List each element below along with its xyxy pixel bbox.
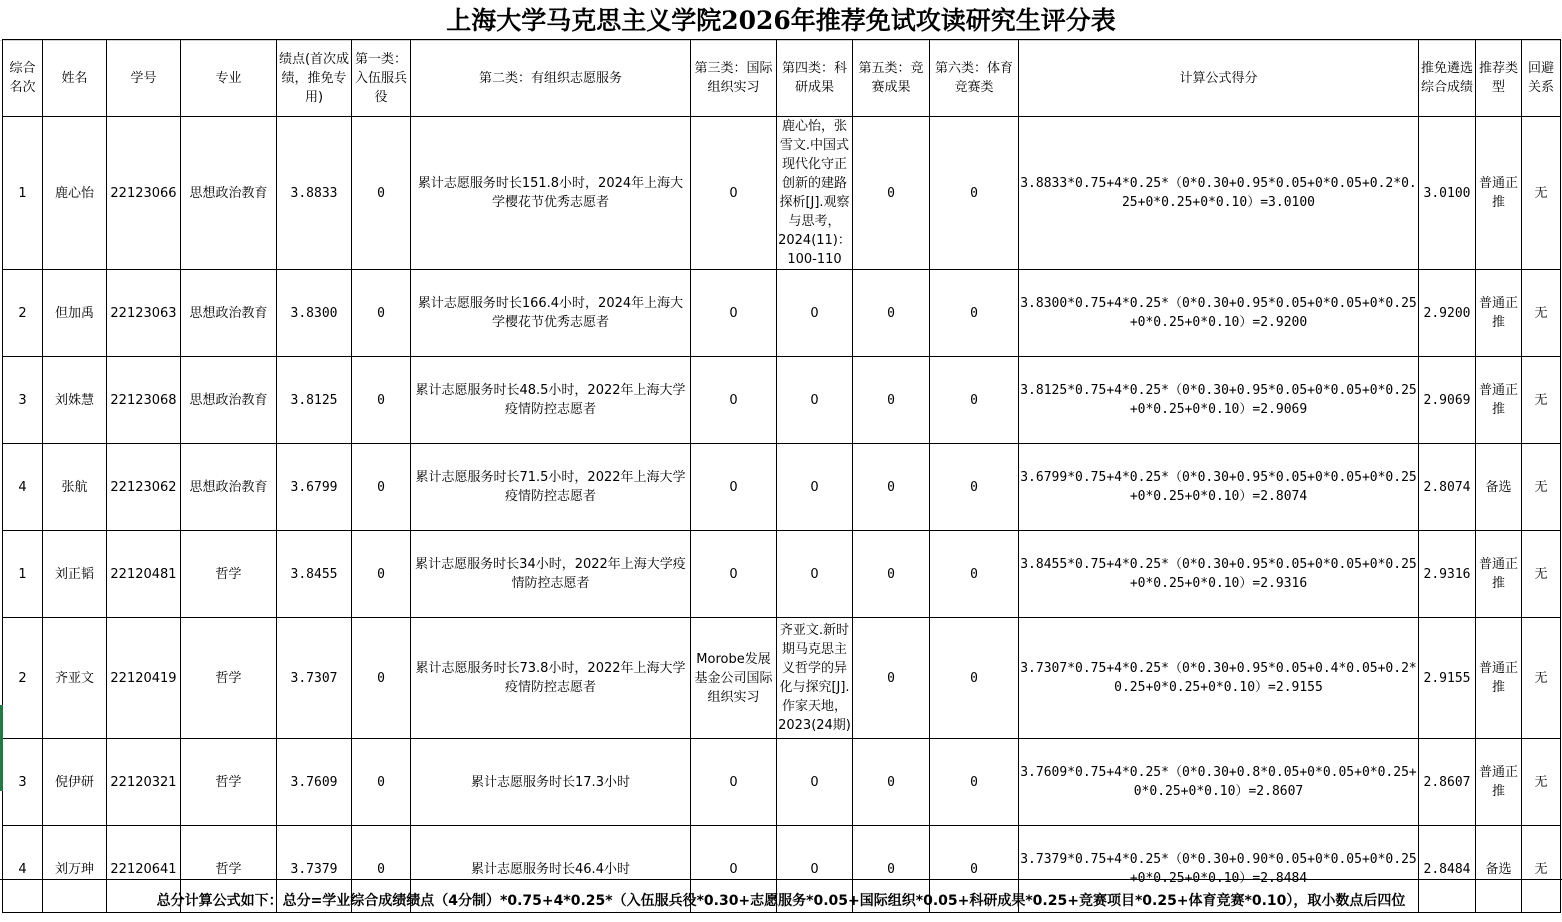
- cell-cat4[interactable]: 0: [777, 444, 853, 531]
- cell-cat1[interactable]: 0: [352, 826, 411, 913]
- cell-gpa[interactable]: 3.8125: [277, 357, 352, 444]
- cell-cat1[interactable]: 0: [352, 117, 411, 270]
- cell-gpa[interactable]: 3.8833: [277, 117, 352, 270]
- cell-type[interactable]: 普通正推: [1476, 618, 1522, 739]
- cell-major[interactable]: 思想政治教育: [181, 117, 277, 270]
- cell-avoid[interactable]: 无: [1522, 444, 1561, 531]
- cell-cat6[interactable]: 0: [930, 270, 1019, 357]
- cell-formula[interactable]: 3.8300*0.75+4*0.25*（0*0.30+0.95*0.05+0*0.05+0*0.25+0*0.25+0*0.10）=2.9200: [1019, 270, 1419, 357]
- cell-major[interactable]: 哲学: [181, 618, 277, 739]
- cell-cat2[interactable]: 累计志愿服务时长73.8小时，2022年上海大学疫情防控志愿者: [411, 618, 691, 739]
- header-cat6[interactable]: 第六类：体育竞赛类: [930, 40, 1019, 117]
- cell-cat2[interactable]: 累计志愿服务时长166.4小时，2024年上海大学樱花节优秀志愿者: [411, 270, 691, 357]
- cell-gpa[interactable]: 3.7379: [277, 826, 352, 913]
- cell-cat3[interactable]: 0: [691, 531, 777, 618]
- cell-cat4[interactable]: 0: [777, 826, 853, 913]
- cell-name[interactable]: 倪伊研: [43, 739, 107, 826]
- cell-rank[interactable]: 3: [3, 357, 43, 444]
- cell-cat2[interactable]: 累计志愿服务时长46.4小时: [411, 826, 691, 913]
- header-rank[interactable]: 综合名次: [3, 40, 43, 117]
- cell-type[interactable]: 普通正推: [1476, 531, 1522, 618]
- header-cat5[interactable]: 第五类：竞赛成果: [853, 40, 930, 117]
- cell-type[interactable]: 普通正推: [1476, 739, 1522, 826]
- cell-avoid[interactable]: 无: [1522, 117, 1561, 270]
- table-row: [3, 531, 1561, 618]
- header-major[interactable]: 专业: [181, 40, 277, 117]
- cell-score[interactable]: 3.0100: [1419, 117, 1476, 270]
- cell-name[interactable]: 刘万珅: [43, 826, 107, 913]
- cell-formula[interactable]: 3.7307*0.75+4*0.25*（0*0.30+0.95*0.05+0.4*0.05+0.2*0.25+0*0.25+0*0.10）=2.9155: [1019, 618, 1419, 739]
- cell-formula[interactable]: 3.7379*0.75+4*0.25*（0*0.30+0.90*0.05+0*0.05+0*0.25+0*0.25+0*0.10）=2.8484: [1019, 826, 1419, 913]
- header-avoid[interactable]: 回避关系: [1522, 40, 1561, 117]
- header-cat1[interactable]: 第一类：入伍服兵役: [352, 40, 411, 117]
- cell-avoid[interactable]: 无: [1522, 618, 1561, 739]
- cell-major[interactable]: 思想政治教育: [181, 444, 277, 531]
- header-row: [3, 40, 1561, 117]
- cell-formula[interactable]: 3.8455*0.75+4*0.25*（0*0.30+0.95*0.05+0*0.05+0*0.25+0*0.25+0*0.10）=2.9316: [1019, 531, 1419, 618]
- cell-avoid[interactable]: 无: [1522, 826, 1561, 913]
- cell-avoid[interactable]: 无: [1522, 531, 1561, 618]
- cell-student-id[interactable]: 22120419: [107, 618, 181, 739]
- cell-cat6[interactable]: 0: [930, 117, 1019, 270]
- cell-gpa[interactable]: 3.7307: [277, 618, 352, 739]
- cell-cat3[interactable]: 0: [691, 117, 777, 270]
- cell-student-id[interactable]: 22123062: [107, 444, 181, 531]
- cell-rank[interactable]: 1: [3, 117, 43, 270]
- cell-cat2[interactable]: 累计志愿服务时长48.5小时，2022年上海大学疫情防控志愿者: [411, 357, 691, 444]
- header-type[interactable]: 推荐类型: [1476, 40, 1522, 117]
- cell-student-id[interactable]: 22120481: [107, 531, 181, 618]
- cell-type[interactable]: 普通正推: [1476, 117, 1522, 270]
- table-row: [3, 618, 1561, 739]
- cell-rank[interactable]: 4: [3, 444, 43, 531]
- cell-score[interactable]: 2.9069: [1419, 357, 1476, 444]
- cell-score[interactable]: 2.8607: [1419, 739, 1476, 826]
- cell-score[interactable]: 2.9155: [1419, 618, 1476, 739]
- cell-formula[interactable]: 3.7609*0.75+4*0.25*（0*0.30+0.8*0.05+0*0.05+0*0.25+0*0.25+0*0.10）=2.8607: [1019, 739, 1419, 826]
- cell-formula[interactable]: 3.6799*0.75+4*0.25*（0*0.30+0.95*0.05+0*0.05+0*0.25+0*0.25+0*0.10）=2.8074: [1019, 444, 1419, 531]
- cell-cat5[interactable]: 0: [853, 444, 930, 531]
- cell-major[interactable]: 哲学: [181, 531, 277, 618]
- cell-score[interactable]: 2.9200: [1419, 270, 1476, 357]
- header-cat4[interactable]: 第四类：科研成果: [777, 40, 853, 117]
- cell-cat1[interactable]: 0: [352, 357, 411, 444]
- cell-cat1[interactable]: 0: [352, 270, 411, 357]
- table-row: [3, 270, 1561, 357]
- cell-cat5[interactable]: 0: [853, 270, 930, 357]
- cell-type[interactable]: 备选: [1476, 444, 1522, 531]
- cell-cat2[interactable]: 累计志愿服务时长34小时，2022年上海大学疫情防控志愿者: [411, 531, 691, 618]
- cell-student-id[interactable]: 22120321: [107, 739, 181, 826]
- cell-type[interactable]: 普通正推: [1476, 270, 1522, 357]
- cell-student-id[interactable]: 22123066: [107, 117, 181, 270]
- cell-formula[interactable]: 3.8833*0.75+4*0.25*（0*0.30+0.95*0.05+0*0.05+0.2*0.25+0*0.25+0*0.10）=3.0100: [1019, 117, 1419, 270]
- header-gpa[interactable]: 绩点(首次成绩，推免专用): [277, 40, 352, 117]
- cell-cat1[interactable]: 0: [352, 739, 411, 826]
- cell-score[interactable]: 2.8074: [1419, 444, 1476, 531]
- cell-avoid[interactable]: 无: [1522, 739, 1561, 826]
- cell-rank[interactable]: 2: [3, 270, 43, 357]
- cell-cat6[interactable]: 0: [930, 618, 1019, 739]
- cell-cat5[interactable]: 0: [853, 357, 930, 444]
- cell-cat5[interactable]: 0: [853, 117, 930, 270]
- cell-major[interactable]: 哲学: [181, 826, 277, 913]
- cell-cat1[interactable]: 0: [352, 618, 411, 739]
- sheet-title: 上海大学马克思主义学院2026年推荐免试攻读研究生评分表: [0, 0, 1562, 41]
- cell-cat6[interactable]: 0: [930, 739, 1019, 826]
- cell-cat4[interactable]: 鹿心怡，张雪文.中国式现代化守正创新的建路探析[J].观察与思考，2024(11)：100-110: [777, 117, 853, 270]
- cell-gpa[interactable]: 3.8300: [277, 270, 352, 357]
- cell-cat3[interactable]: 0: [691, 826, 777, 913]
- cell-cat6[interactable]: 0: [930, 357, 1019, 444]
- header-cat2[interactable]: 第二类：有组织志愿服务: [411, 40, 691, 117]
- cell-major[interactable]: 思想政治教育: [181, 270, 277, 357]
- cell-cat5[interactable]: 0: [853, 739, 930, 826]
- cell-name[interactable]: 齐亚文: [43, 618, 107, 739]
- cell-student-id[interactable]: 22123068: [107, 357, 181, 444]
- cell-type[interactable]: 备选: [1476, 826, 1522, 913]
- cell-cat3[interactable]: 0: [691, 444, 777, 531]
- score-table: [2, 39, 1561, 913]
- cell-cat3[interactable]: 0: [691, 357, 777, 444]
- cell-score[interactable]: 2.8484: [1419, 826, 1476, 913]
- header-cat3[interactable]: 第三类：国际组织实习: [691, 40, 777, 117]
- cell-name[interactable]: 刘姝慧: [43, 357, 107, 444]
- table-row: [3, 357, 1561, 444]
- cell-cat1[interactable]: 0: [352, 531, 411, 618]
- cell-name[interactable]: 鹿心怡: [43, 117, 107, 270]
- header-student-id[interactable]: 学号: [107, 40, 181, 117]
- cell-name[interactable]: 但加禹: [43, 270, 107, 357]
- cell-cat1[interactable]: 0: [352, 444, 411, 531]
- cell-formula[interactable]: 3.8125*0.75+4*0.25*（0*0.30+0.95*0.05+0*0.05+0*0.25+0*0.25+0*0.10）=2.9069: [1019, 357, 1419, 444]
- cell-cat4[interactable]: 0: [777, 270, 853, 357]
- cell-cat4[interactable]: 0: [777, 531, 853, 618]
- cell-avoid[interactable]: 无: [1522, 270, 1561, 357]
- cell-cat4[interactable]: 0: [777, 357, 853, 444]
- cell-major[interactable]: 思想政治教育: [181, 357, 277, 444]
- header-formula[interactable]: 计算公式得分: [1019, 40, 1419, 117]
- cell-name[interactable]: 张航: [43, 444, 107, 531]
- cell-cat5[interactable]: 0: [853, 826, 930, 913]
- cell-rank[interactable]: 2: [3, 618, 43, 739]
- cell-cat6[interactable]: 0: [930, 444, 1019, 531]
- table-row: [3, 117, 1561, 270]
- cell-name[interactable]: 刘正韬: [43, 531, 107, 618]
- header-score[interactable]: 推免遴选综合成绩: [1419, 40, 1476, 117]
- formula-footer: 总分计算公式如下：总分=学业综合成绩绩点（4分制）*0.75+4*0.25*（入伍服兵役*0.30+志愿服务*0.05+国际组织*0.05+科研成果*0.25+竞赛项目*0.25+体育竞赛*0.10），取小数点后四位: [0, 879, 1562, 922]
- table-row: [3, 444, 1561, 531]
- table-row: [3, 739, 1561, 826]
- cell-cat3[interactable]: 0: [691, 270, 777, 357]
- cell-gpa[interactable]: 3.7609: [277, 739, 352, 826]
- cell-cat2[interactable]: 累计志愿服务时长17.3小时: [411, 739, 691, 826]
- cell-avoid[interactable]: 无: [1522, 357, 1561, 444]
- cell-type[interactable]: 普通正推: [1476, 357, 1522, 444]
- cell-gpa[interactable]: 3.8455: [277, 531, 352, 618]
- cell-cat6[interactable]: 0: [930, 531, 1019, 618]
- row-selection-marker: [0, 705, 3, 791]
- cell-score[interactable]: 2.9316: [1419, 531, 1476, 618]
- header-name[interactable]: 姓名: [43, 40, 107, 117]
- cell-rank[interactable]: 1: [3, 531, 43, 618]
- cell-cat5[interactable]: 0: [853, 618, 930, 739]
- cell-major[interactable]: 哲学: [181, 739, 277, 826]
- cell-cat3[interactable]: 0: [691, 739, 777, 826]
- cell-cat4[interactable]: 齐亚文.新时期马克思主义哲学的异化与探究[J].作家天地，2023(24期): [777, 618, 853, 739]
- cell-cat5[interactable]: 0: [853, 531, 930, 618]
- cell-cat4[interactable]: 0: [777, 739, 853, 826]
- cell-cat6[interactable]: 0: [930, 826, 1019, 913]
- cell-gpa[interactable]: 3.6799: [277, 444, 352, 531]
- cell-student-id[interactable]: 22123063: [107, 270, 181, 357]
- cell-cat2[interactable]: 累计志愿服务时长151.8小时，2024年上海大学樱花节优秀志愿者: [411, 117, 691, 270]
- cell-cat2[interactable]: 累计志愿服务时长71.5小时，2022年上海大学疫情防控志愿者: [411, 444, 691, 531]
- cell-cat3[interactable]: Morobe发展基金公司国际组织实习: [691, 618, 777, 739]
- cell-rank[interactable]: 3: [3, 739, 43, 826]
- cell-rank[interactable]: 4: [3, 826, 43, 913]
- cell-student-id[interactable]: 22120641: [107, 826, 181, 913]
